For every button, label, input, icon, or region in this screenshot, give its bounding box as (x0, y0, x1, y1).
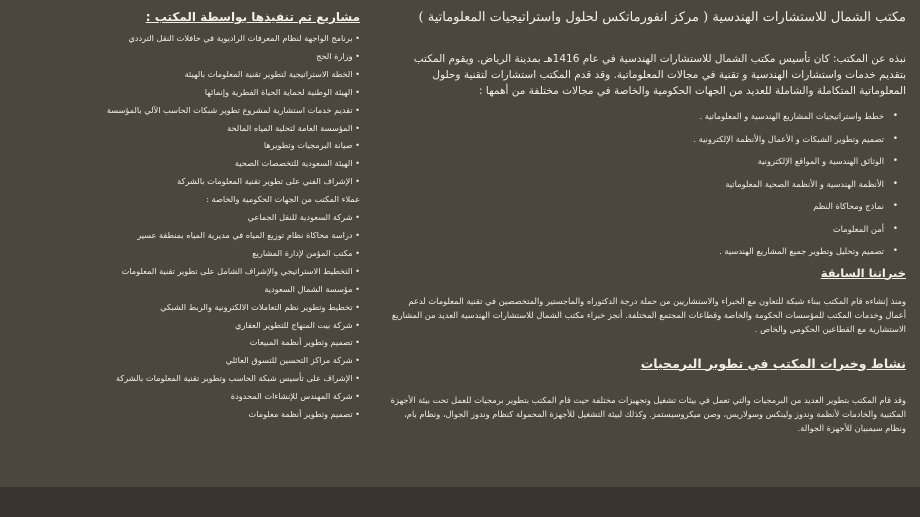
service-item: • الأنظمة الهندسية و الأنظمة الصحية المعلوماتية (386, 173, 884, 196)
services-list (386, 105, 906, 263)
intro-paragraph: نبذه عن المكتب: كان تأسيس مكتب الشمال للاستشارات الهندسية في عام 1416هـ بمدينة الرياض. ويقوم المكتب بتقديم خدمات واستشارات الهندسية و تقنية في مجالات المعلوماتية. وقد قدم المكتب استشارات لتقنية وحلول المعلوماتية المتكاملة والشاملة للعديد من الجهات الحكومية والخاصة في مجالات مختلفة من أهمها : (413, 53, 906, 97)
project-item: • الهيئة الوطنية لحماية الحياة الفطرية وإنمائها (62, 84, 360, 102)
project-item: • شركة مراكز التحسين للتسوق العائلي (62, 352, 360, 370)
project-item: • برنامج الواجهة لنظام المعرفات الراديوية في حافلات النقل الترددي (62, 30, 360, 48)
service-item: • نماذج ومحاكاة النظم (386, 195, 884, 218)
project-item: • وزارة الحج (62, 48, 360, 66)
service-item: • الوثائق الهندسية و المواقع الإلكترونية (386, 150, 884, 173)
software-paragraph: وقد قام المكتب بتطوير العديد من البرمجيات والتي تعمل في بيئات تشغيل وتجهيزات مختلفة حيث قام المكتب بتطوير برمجيات للعمل تحت بيئة الأجهزة المكتبية والخادمات لأنظمة وندوز ولينكس وسولاريس، وصن ميكروسيستمز. وكذلك لبيئة التشغيل للأجهزة المحمولة كنظام وندوز الجوال، ونظام بام، ونظام سيمبيان للأجهزة الجوالة. (390, 394, 906, 433)
service-item: • خطط واستراتيجيات المشاريع الهندسية و المعلوماتية . (386, 105, 884, 128)
project-item: • الإشراف الفني على تطوير تقنية المعلومات بالشركة (62, 173, 360, 191)
page-title: مكتب الشمال للاستشارات الهندسية ( مركز انفورماتكس لحلول واستراتيجيات المعلوماتية ) (418, 10, 906, 25)
project-item: • التخطيط الاستراتيجي والإشراف الشامل على تطوير تقنية المعلومات (62, 263, 360, 281)
service-item: • تصميم وتحليل وتطوير جميع المشاريع الهندسية . (386, 240, 884, 263)
service-item: • تصميم وتطوير الشبكات و الأعمال والأنظمة الإلكترونية . (386, 128, 884, 151)
service-item: • أمن المعلومات (386, 218, 884, 241)
footer-bar (0, 487, 920, 517)
project-item: • المؤسسة العامة لتحلية المياه المالحة (62, 120, 360, 138)
project-item: • تصميم وتطوير أنظمة المبيعات (62, 334, 360, 352)
projects-list (62, 30, 360, 424)
project-item: • تخطيط وتطوير نظم التعاملات الالكترونية والربط الشبكي (62, 299, 360, 317)
software-heading: نشاط وخبرات المكتب في تطوير البرمجيات (640, 355, 906, 371)
project-item: • صيانة البرمجيات وتطويرها (62, 137, 360, 155)
about-column (386, 10, 906, 435)
project-item: • مكتب المؤمن لإدارة المشاريع (62, 245, 360, 263)
project-item: • الخطة الاستراتيجية لتطوير تقنية المعلومات بالهيئة (62, 66, 360, 84)
projects-column (62, 10, 360, 424)
project-item: • شركة بيت المنهاج للتطوير العقاري (62, 317, 360, 335)
experience-heading: خبراتنا السابقة (820, 265, 906, 280)
project-item: • الهيئة السعودية للتخصصات الصحية (62, 155, 360, 173)
project-item: • دراسة محاكاة نظام توزيع المياه في مديرية المياه بمنطقة عسير (62, 227, 360, 245)
project-item: • تصميم وتطوير أنظمة معلومات (62, 406, 360, 424)
projects-heading: مشاريع تم تنفيذها بواسطة المكتب : (145, 10, 360, 24)
experience-paragraph: ومنذ إنشاءه قام المكتب ببناء شبكة للتعاون مع الخبراء والاستشاريين من حملة درجة الدكتوراه والماجستير والمتخصصين في تقنية المعلومات لدعم أعمال وخدمات المكتب للمؤسسات الحكومة والخاصة وقطاعات المجتمع المختلفة. أنجز خبراء مكتب الشمال للاستشارات الهندسية العديد من المشاريع الاستشارية مع القطاعين الحكومي والخاص . (391, 295, 906, 334)
clients-subheading: عملاء المكتب من الجهات الحكومية والخاصة : (206, 194, 360, 205)
project-item: • مؤسسة الشمال السعودية (62, 281, 360, 299)
project-item: • تقديم خدمات استشارية لمشروع تطوير شبكات الحاسب الآلي بالمؤسسة (62, 102, 360, 120)
project-item: • شركة السعودية للنقل الجماعي (62, 209, 360, 227)
project-item: • شركة المهندس للإنشاءات المحدودة (62, 388, 360, 406)
project-item: • الإشراف على تأسيس شبكة الحاسب وتطوير تقنية المعلومات بالشركة (62, 370, 360, 388)
